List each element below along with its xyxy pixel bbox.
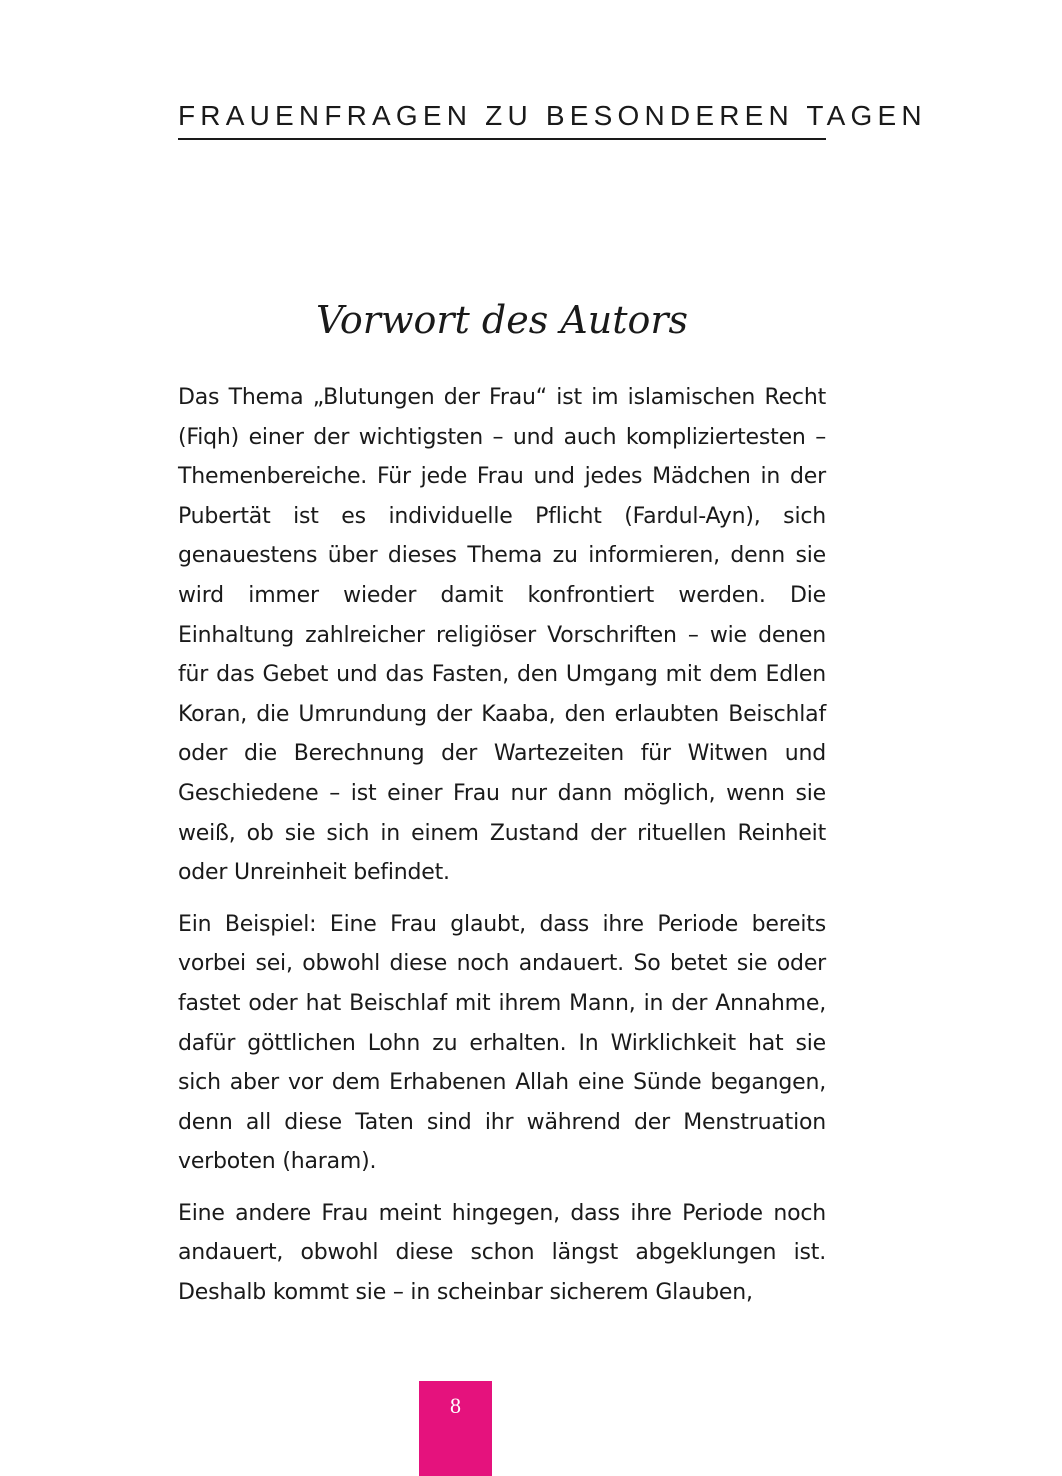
- body-text: [178, 378, 826, 1325]
- page-number-tab: [419, 1381, 492, 1476]
- chapter-title: Vorwort des Autors: [315, 298, 689, 342]
- page-number: 8: [450, 1393, 461, 1418]
- paragraph-1: Das Thema „Blutungen der Frau“ ist im islamischen Recht (Fiqh) einer der wichtigsten – und auch kompliziertesten – Themenbereiche. Für jede Frau und jedes Mädchen in der Pubertät ist es individuelle Pflicht (Fardul-Ayn), sich genauestens über dieses Thema zu informieren, denn sie wird immer wieder damit konfrontiert werden. Die Einhaltung zahlreicher religiöser Vorschriften – wie denen für das Gebet und das Fasten, den Umgang mit dem Edlen Koran, die Umrundung der Kaaba, den erlaubten Beischlaf oder die Berechnung der Wartezeiten für Witwen und Geschiedene – ist einer Frau nur dann möglich, wenn sie weiß, ob sie sich in einem Zustand der rituellen Reinheit oder Unreinheit befindet.: [178, 385, 826, 886]
- running-header-title: FRAUENFRAGEN ZU BESONDEREN TAGEN: [178, 100, 927, 131]
- header-divider: [178, 138, 826, 140]
- paragraph-2: Ein Beispiel: Eine Frau glaubt, dass ihre Periode bereits vorbei sei, obwohl diese noch andauert. So betet sie oder fastet oder hat Beischlaf mit ihrem Mann, in der Annahme, dafür göttlichen Lohn zu erhalten. In Wirklichkeit hat sie sich aber vor dem Erhabenen Allah eine Sünde begangen, denn all diese Taten sind ihr während der Menstruation verboten (haram).: [178, 911, 826, 1175]
- paragraph-3: Eine andere Frau meint hingegen, dass ihre Periode noch andauert, obwohl diese schon längst abgeklungen ist. Deshalb kommt sie – in scheinbar sicherem Glauben,: [178, 1200, 826, 1306]
